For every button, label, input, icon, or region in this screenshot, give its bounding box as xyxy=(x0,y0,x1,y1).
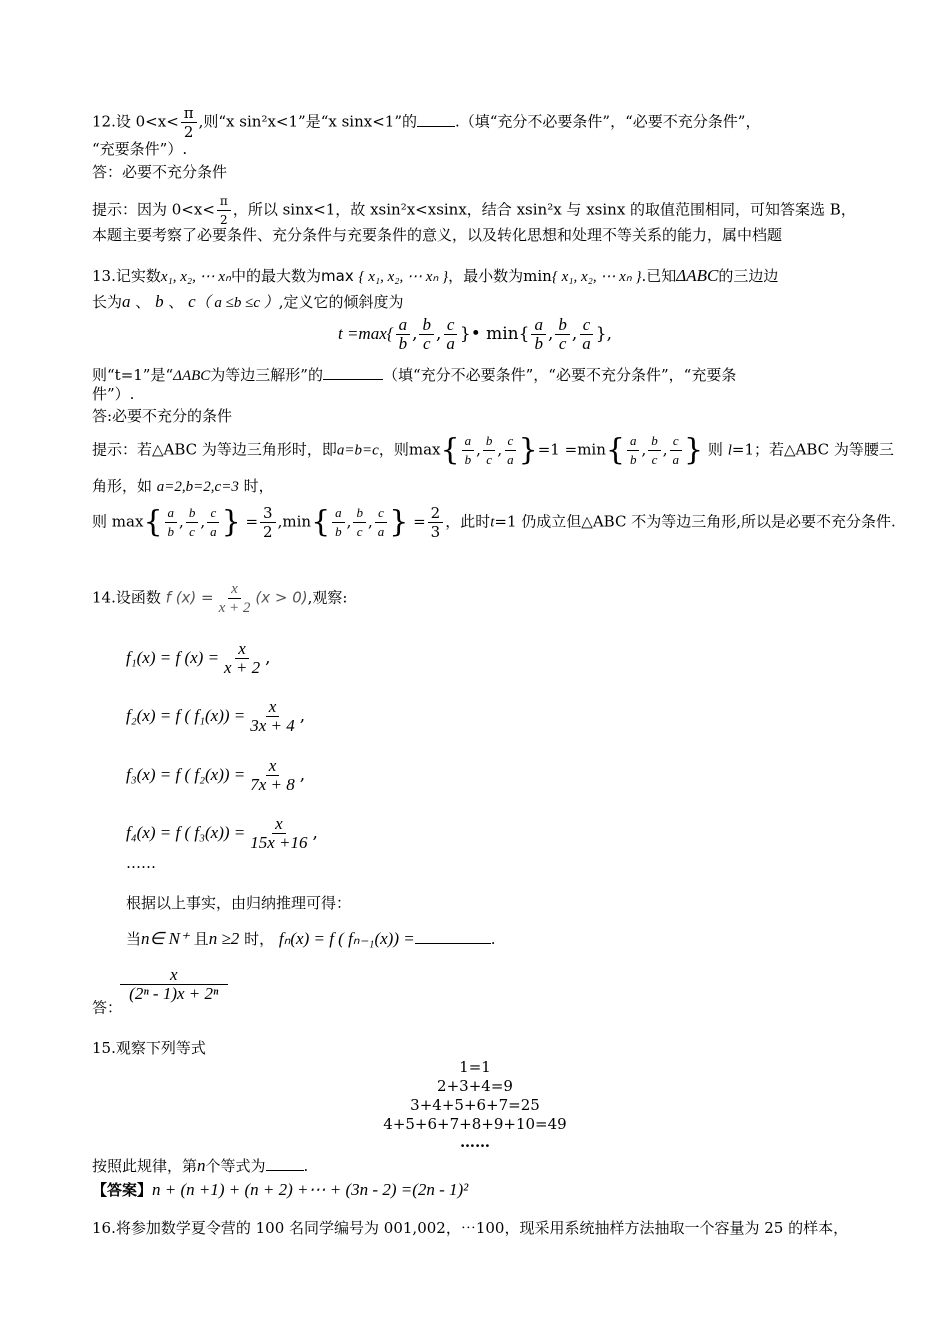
comma: , xyxy=(265,648,271,668)
fraction-numerator: x xyxy=(272,815,286,834)
fraction-denominator: 2 xyxy=(183,123,194,141)
fraction-denominator: c xyxy=(558,334,567,353)
q13-hint-line1: 提示：若△ABC 为等边三角形时，即a=b=c，则max{ $\frac{a}{b}$ , $\frac{b}{c}$ , $\frac{c}{a}$ }=1 =min{ $\frac{a}{b}$ , $\frac{b}{c}$ , $\frac{c}{a}$ } 则 l=1；若△ABC 为等腰三 xyxy=(92,432,894,468)
triangle-symbol: ΔABC xyxy=(676,266,719,285)
fraction-c-a xyxy=(207,504,220,541)
fraction-denominator: (2ⁿ - 1)x + 2ⁿ xyxy=(129,984,219,1003)
formula-fraction xyxy=(221,640,263,677)
fraction-denominator: b xyxy=(464,452,472,467)
fraction-b-c xyxy=(648,432,661,469)
fraction-numerator: a xyxy=(165,504,178,523)
q13-answer: 答:必要不充分的条件 xyxy=(92,407,233,425)
fraction-numerator: 3 xyxy=(260,504,276,523)
pi-over-2-fraction xyxy=(217,192,231,229)
equation-3: 3+4+5+6+7=25 xyxy=(410,1096,540,1114)
hint-text: ，此时 xyxy=(445,512,491,531)
fraction-numerator: c xyxy=(580,316,594,335)
fraction-numerator: c xyxy=(444,316,458,335)
q12-hint-line1 xyxy=(92,192,856,229)
q15-title: 15.观察下列等式 xyxy=(92,1039,206,1057)
fraction-b-c xyxy=(555,316,570,353)
condition: （ a ≤b ≤c ） xyxy=(195,295,279,311)
fraction-denominator: b xyxy=(167,524,175,539)
hint-text: 提示：若△ABC 为等边三角形时，即 xyxy=(92,440,337,459)
answer-blank xyxy=(266,1154,304,1171)
q14-text: 且 xyxy=(193,930,209,948)
hint-text: 时， xyxy=(243,477,274,495)
fraction-denominator: x + 2 xyxy=(224,658,261,677)
hint-math: a=2,b=2,c=3 xyxy=(156,479,239,495)
fraction-numerator: b xyxy=(555,316,570,335)
var-c: c xyxy=(188,292,196,311)
f4-formula xyxy=(126,815,318,852)
domain-condition: (x > 0) xyxy=(255,588,308,607)
q12-answer: 答：必要不充分条件 xyxy=(92,163,228,181)
q13-line1 xyxy=(92,266,778,287)
f2-formula xyxy=(126,698,305,735)
q14-induction-text: 根据以上事实，由归纳推理可得： xyxy=(126,894,352,912)
min-label: min xyxy=(577,440,606,459)
hint-text: = xyxy=(413,512,426,531)
q13-text: 长为 xyxy=(92,293,123,311)
q13-line5: 件”）. xyxy=(92,385,135,403)
q13-text: 为等边三解形”的 xyxy=(210,366,323,384)
fraction-a-b xyxy=(332,504,345,541)
hint-text: =1；若△ABC 为等腰三 xyxy=(731,440,894,459)
period: . xyxy=(490,930,496,948)
fraction-denominator: 2 xyxy=(220,213,228,227)
fraction-numerator: 2 xyxy=(428,504,444,523)
hint-text: =1 = xyxy=(537,440,578,459)
formula-fraction xyxy=(247,757,298,794)
answer-label: 答： xyxy=(92,998,123,1017)
q13-text: 则“t=1”是“ xyxy=(92,366,174,384)
fraction-denominator: a xyxy=(377,524,385,539)
equation-1: 1=1 xyxy=(459,1058,491,1076)
fraction-denominator: 15x +16 xyxy=(250,833,308,852)
math-cond: n ≥2 xyxy=(208,929,240,948)
q13-text: （填“充分不必要条件”，“必要不充分条件”，“充要条 xyxy=(382,366,737,384)
equation-2: 2+3+4=9 xyxy=(437,1077,513,1095)
fraction-denominator: c xyxy=(422,334,431,353)
answer-blank xyxy=(415,927,491,944)
fraction-numerator: b xyxy=(648,432,661,451)
fraction-numerator: a xyxy=(396,316,411,335)
triangle-symbol: ΔABC xyxy=(173,368,211,384)
fraction-numerator: c xyxy=(505,432,517,451)
fraction-numerator: c xyxy=(670,432,682,451)
function-fraction xyxy=(216,580,254,617)
answer-fraction xyxy=(120,966,228,1003)
f3-formula xyxy=(126,757,305,794)
q14-text: 时， xyxy=(244,930,275,948)
fraction-numerator: a xyxy=(332,504,345,523)
q12-text: .（填“充分不必要条件”，“必要不充分条件”， xyxy=(455,112,761,131)
fraction-numerator: a xyxy=(627,432,640,451)
fraction-a-b xyxy=(165,504,178,541)
fraction-numerator: a xyxy=(462,432,475,451)
formula-lhs: f₁(x) = f (x) = xyxy=(126,648,220,667)
q13-text: 的三边边 xyxy=(718,267,779,285)
fraction-denominator: 3x + 4 xyxy=(250,716,295,735)
equation-ellipsis: …… xyxy=(460,1133,490,1151)
formula-part: t =max{ xyxy=(337,324,394,343)
formula-lhs: f₂(x) = f ( f₁(x)) = xyxy=(126,706,246,725)
min-label: min xyxy=(523,267,552,285)
formula-part: }• min{ xyxy=(459,324,530,344)
math-vars: x₁, x₂, ⋯ xₙ xyxy=(160,269,231,285)
hint-text: =1 仍成立但△ABC 不为等边三角形,所以是必要不充分条件. xyxy=(494,512,896,531)
tilt-formula: t =max{ $\frac{a}{b}$ , $\frac{b}{c}$ , $\frac{c}{a}$ }• min{ $\frac{a}{b}$ , $\frac{b}{c}$ , $\frac{c}{a}$ }, xyxy=(337,315,612,353)
comma: , xyxy=(299,706,306,726)
fraction-denominator: b xyxy=(335,524,342,539)
fraction-c-a xyxy=(504,432,517,469)
q15-answer xyxy=(92,1180,468,1200)
fraction-a-b xyxy=(462,432,475,469)
fraction-denominator: b xyxy=(629,452,637,467)
q13-text: ,定义它的倾斜度为 xyxy=(278,293,404,311)
q12-text: ,则“x sin²x<1”是“x sinx<1”的 xyxy=(198,112,417,131)
fraction-numerator: c xyxy=(375,504,387,523)
max-label: max xyxy=(111,512,144,531)
fraction-denominator: c xyxy=(189,524,195,539)
q13-hint-line3: 则 max{ $\frac{a}{b}$ , $\frac{b}{c}$ , $\frac{c}{a}$ } = $\frac{3}{2}$ ,min{ $\frac{a}{b}$ , $\frac{b}{c}$ , $\frac{c}{a}$ } = $\frac{2}{3}$ ，此时t=1 仍成立但△ABC 不为等边三角形,所以是必要不充分条件. xyxy=(92,504,896,541)
q14-line1 xyxy=(92,580,347,617)
fraction-c-a xyxy=(443,316,458,353)
fraction-denominator: a xyxy=(210,524,217,539)
fn-formula: fₙ(x) = f ( fₙ₋₁(x)) = xyxy=(278,929,415,948)
math-cond: n∈ N⁺ xyxy=(141,929,189,948)
q13-line4 xyxy=(92,363,736,386)
answer-formula: n + (n +1) + (n + 2) +⋯ + (3n - 2) =(2n - 1)² xyxy=(152,1180,469,1199)
fraction-a-b xyxy=(531,316,546,353)
fraction-numerator: x xyxy=(266,698,280,717)
fraction-numerator: c xyxy=(207,504,219,523)
answer-label: 【答案】 xyxy=(92,1181,153,1199)
math-set: { x₁, x₂, ⋯ xₙ } xyxy=(551,269,642,285)
q15-text: 按照此规律，第 xyxy=(92,1157,198,1175)
hint-math: l xyxy=(727,442,732,459)
fraction-denominator: c xyxy=(651,452,658,467)
q14-when-line xyxy=(126,927,496,949)
fraction-c-a xyxy=(670,432,683,469)
max-label: max xyxy=(408,440,441,459)
fraction-numerator: b xyxy=(353,504,366,523)
fraction-denominator: b xyxy=(534,334,543,353)
q14-text: ,观察: xyxy=(307,588,348,607)
fraction-denominator: 2 xyxy=(263,523,273,541)
fraction-c-a xyxy=(579,316,594,353)
fraction-c-a xyxy=(375,504,388,541)
formula-lhs: f₃(x) = f ( f₂(x)) = xyxy=(126,765,246,784)
fraction-denominator: 3 xyxy=(430,523,441,541)
fraction-denominator: x + 2 xyxy=(218,600,251,616)
equation-4: 4+5+6+7+8+9+10=49 xyxy=(383,1115,567,1133)
fraction-numerator: x xyxy=(235,640,249,659)
formula-fraction xyxy=(247,815,310,852)
answer-blank xyxy=(323,363,383,380)
fraction-numerator: b xyxy=(186,504,199,523)
fraction-denominator: c xyxy=(486,452,492,467)
q14-text: 当 xyxy=(126,930,142,948)
comma: , xyxy=(312,823,318,843)
var-b: b xyxy=(155,292,164,311)
q12-line2: “充要条件”）. xyxy=(92,140,188,158)
q16-line1: 16.将参加数学夏令营的 100 名同学编号为 001,002，⋯100，现采用系统抽样方法抽取一个容量为 25 的样本， xyxy=(92,1219,849,1237)
var-n: n xyxy=(197,1156,206,1175)
q15-text: 个等式为 xyxy=(205,1157,266,1175)
hint-text: ，则 xyxy=(378,440,409,459)
fraction-a-b xyxy=(396,316,411,353)
period: . xyxy=(303,1157,309,1175)
q13-hint-line2 xyxy=(92,476,274,497)
fraction-numerator: x xyxy=(120,966,228,985)
fraction-3-2 xyxy=(260,504,276,541)
q14-text: 14.设函数 xyxy=(92,588,161,607)
fraction-a-b xyxy=(627,432,640,469)
function-def: f (x) = xyxy=(165,588,214,607)
fraction-numerator: π xyxy=(181,104,197,123)
formula-lhs: f₄(x) = f ( f₃(x)) = xyxy=(126,823,246,842)
fraction-denominator: b xyxy=(398,334,408,353)
q14-answer xyxy=(92,966,230,1018)
max-label: max xyxy=(321,267,354,285)
fraction-b-c xyxy=(353,504,366,541)
q12-text: 12.设 0<x< xyxy=(92,112,179,131)
min-label: min xyxy=(282,512,312,531)
fraction-denominator: 7x + 8 xyxy=(250,775,295,794)
formula-fraction xyxy=(247,698,298,735)
hint-text: ，所以 sinx<1，故 xsin²x<xsinx，结合 xsin²x 与 xsinx 的取值范围相同，可知答案选 B， xyxy=(232,200,856,219)
fraction-b-c xyxy=(419,316,434,353)
q12-line1 xyxy=(92,104,760,141)
q12-hint-line2: 本题主要考察了必要条件、充分条件与充要条件的意义，以及转化思想和处理不等关系的能力，属中档题 xyxy=(92,226,783,244)
pi-over-2-fraction xyxy=(181,104,197,141)
hint-text: 则 xyxy=(707,440,723,459)
hint-math: a=b=c xyxy=(336,442,379,459)
ellipsis: …… xyxy=(126,854,156,872)
fraction-numerator: x xyxy=(228,580,241,599)
var-a: a xyxy=(122,292,131,311)
q13-text: 13.记实数 xyxy=(92,267,161,285)
fraction-denominator: a xyxy=(582,334,591,353)
fraction-b-c xyxy=(186,504,199,541)
math-set: { x₁, x₂, ⋯ xₙ } xyxy=(358,269,449,285)
fraction-numerator: x xyxy=(266,757,280,776)
fraction-numerator: a xyxy=(531,316,546,335)
q13-text: .已知 xyxy=(641,267,677,285)
q13-line2: 长为a 、 b 、 c（ a ≤b ≤c ）,定义它的倾斜度为 xyxy=(92,292,404,311)
fraction-numerator: b xyxy=(419,316,434,335)
q13-text: ，最小数为 xyxy=(448,267,524,285)
hint-text: = xyxy=(245,512,259,531)
fraction-denominator: c xyxy=(356,524,363,539)
fraction-numerator: b xyxy=(483,432,496,451)
fraction-2-3 xyxy=(428,504,444,541)
fraction-denominator: a xyxy=(446,334,455,353)
f1-formula xyxy=(126,640,270,677)
q13-text: 中的最大数为 xyxy=(231,267,322,285)
fraction-b-c xyxy=(483,432,496,469)
hint-text: 角形，如 xyxy=(92,477,153,495)
comma: , xyxy=(299,765,306,785)
fraction-numerator: π xyxy=(217,192,231,211)
hint-text: 提示：因为 0<x< xyxy=(92,200,215,219)
hint-math: t xyxy=(490,514,495,531)
hint-text: 则 xyxy=(92,512,108,531)
formula-part: }, xyxy=(595,324,612,344)
fraction-denominator: a xyxy=(672,452,680,467)
hint-text: , xyxy=(277,512,283,531)
fraction-denominator: a xyxy=(507,452,514,467)
answer-blank xyxy=(417,110,455,127)
q15-rule xyxy=(92,1154,308,1176)
